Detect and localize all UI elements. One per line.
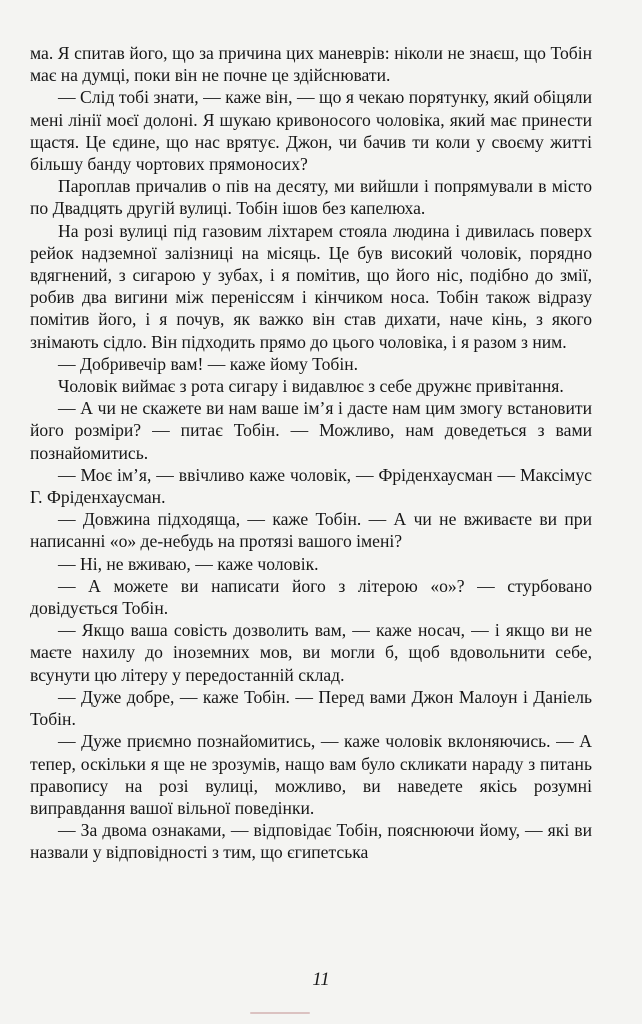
paragraph: — Якщо ваша совість дозволить вам, — каже носач, — і якщо ви не маєте нахилу до іноземних мов, ви могли б, щоб вдовольнити себе, всунути цю літеру у передостанній склад. [30,620,592,685]
paragraph: Пароплав причалив о пів на десяту, ми вийшли і попрямували в місто по Двадцять другій вулиці. Тобін ішов без капелюха. [30,176,592,219]
paragraph: ма. Я спитав його, що за причина цих маневрів: ніколи не знаєш, що Тобін має на думці, поки він не почне це здійснювати. [30,43,592,86]
paragraph: — Довжина підходяща, — каже Тобін. — А чи не вживаєте ви при написанні «о» де-небудь на протязі вашого імені? [30,509,592,552]
paragraph: — За двома ознаками, — відповідає Тобін, пояснюючи йому, — які ви назвали у відповідності з тим, що єгипетська [30,820,592,863]
page-body [30,42,592,864]
paragraph: На розі вулиці під газовим ліхтарем стояла людина і дивилась поверх рейок надземної залізниці на місяць. Це був високий чоловік, порядно вдягнений, з сигарою у зубах, і я помітив, що його ніс, подібно до змії, робив два вигини між переніссям і кінчиком носа. Тобін також відразу помітив його, і я почув, як важко він став дихати, наче кінь, з якого знімають сідло. Він підходить прямо до цього чоловіка, і я разом з ним. [30,220,592,352]
paragraph: — Ні, не вживаю, — каже чоловік. [58,553,319,574]
page-edge-mark [250,1012,310,1014]
paragraph: — Моє ім’я, — ввічливо каже чоловік, — Фріденхаусман — Максімус Г. Фріденхаусман. [30,464,592,508]
paragraph: — А можете ви написати його з літерою «о»? — стурбовано довідується Тобін. [30,575,592,619]
page-number: 11 [312,969,330,990]
paragraph: Чоловік виймає з рота сигару і видавлює з себе дружнє привітання. [58,376,564,397]
paragraph: — Добривечір вам! — каже йому Тобін. [58,353,359,374]
paragraph: — Дуже приємно познайомитись, — каже чоловік вклоняючись. — А тепер, оскільки я ще не зрозумів, нащо вам було скликати нараду з питань правопису на розі вулиці, можливо, ви наведете якісь розумні виправдання вашої вільної поведінки. [30,731,592,818]
paragraph: — Слід тобі знати, — каже він, — що я чекаю порятунку, який обіцяли мені лінії моєї долоні. Я шукаю кривоносого чоловіка, який має принести щастя. Це єдине, що нас врятує. Джон, чи бачив ти коли у своєму житті більшу банду чортових прямоносих? [30,87,592,175]
paragraph: — А чи не скажете ви нам ваше ім’я і дасте нам цим змогу встановити його розміри? — питає Тобін. — Можливо, нам доведеться з вами познайомитись. [30,398,592,463]
paragraph: — Дуже добре, — каже Тобін. — Перед вами Джон Малоун і Даніель Тобін. [30,686,592,730]
